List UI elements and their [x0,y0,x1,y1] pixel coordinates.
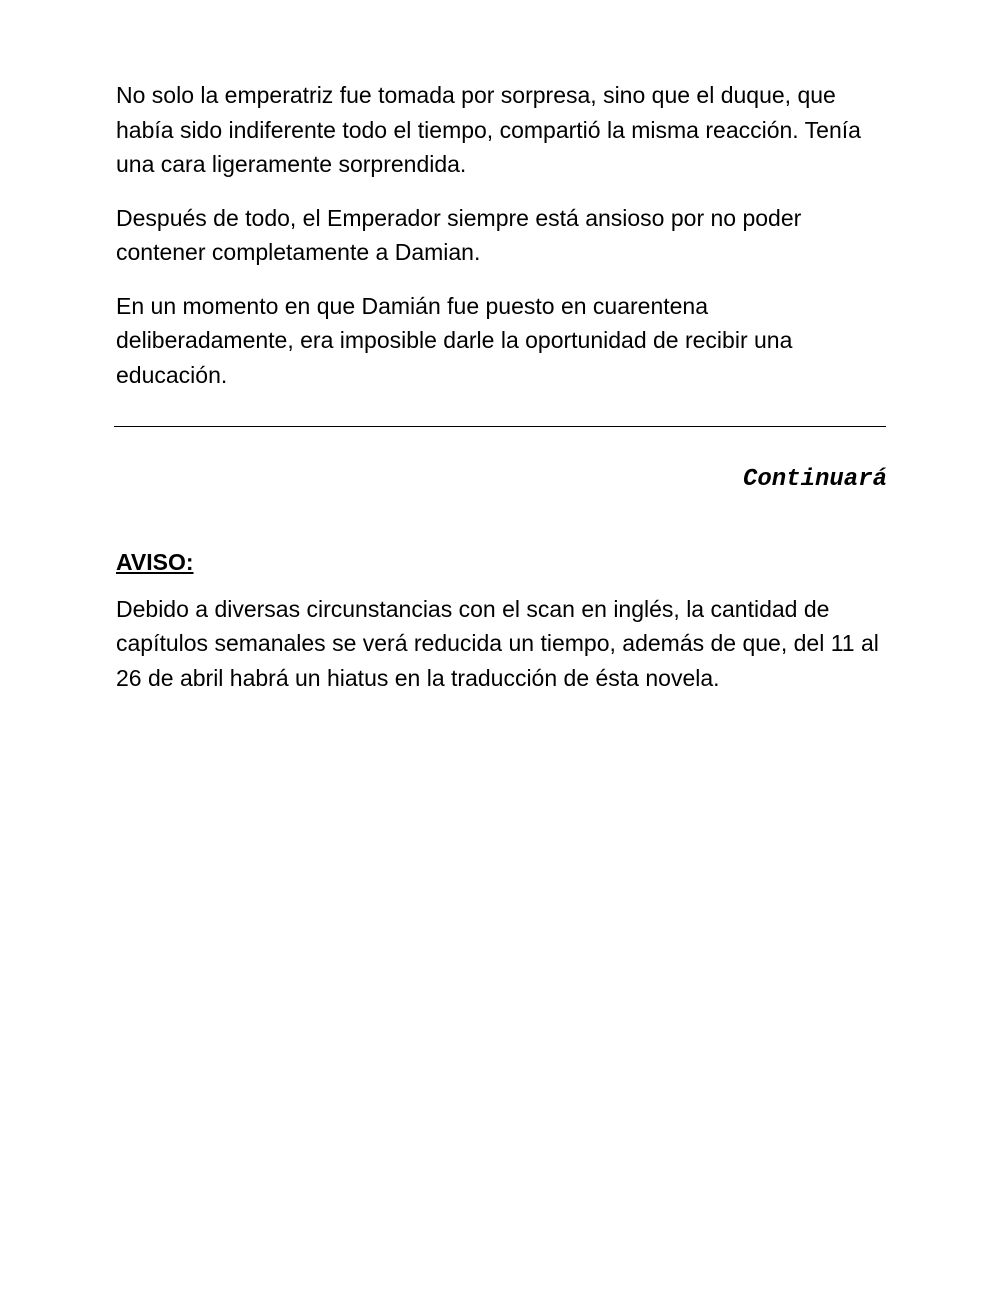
document-page [116,78,888,714]
notice-body: Debido a diversas circunstancias con el scan en inglés, la cantidad de capítulos semanales se verá reducida un tiempo, además de que, del 11 al 26 de abril habrá un hiatus en la traducción de ésta novela. [116,595,879,691]
continue-label: Continuará [742,466,887,493]
paragraph-3: En un momento en que Damián fue puesto en cuarentena deliberadamente, era imposible darle la oportunidad de recibir una educación. [116,292,793,388]
paragraph-2: Después de todo, el Emperador siempre está ansioso por no poder contener completamente a Damian. [116,204,802,265]
horizontal-divider [114,426,886,427]
notice-heading: AVISO: [116,549,194,575]
paragraph-1: No solo la emperatriz fue tomada por sorpresa, sino que el duque, que había sido indiferente todo el tiempo, compartió la misma reacción. Tenía una cara ligeramente sorprendida. [116,82,861,177]
